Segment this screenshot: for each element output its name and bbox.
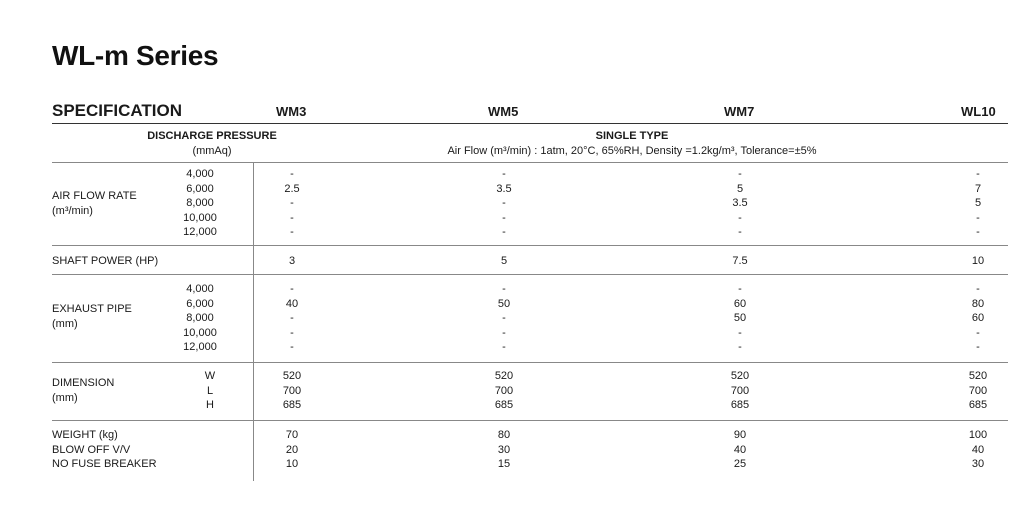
value-cell: - [290, 326, 294, 339]
value-cell: - [502, 211, 506, 224]
value-cell: - [290, 283, 294, 295]
single-type-conditions: Air Flow (m³/min) : 1atm, 20°C, 65%RH, Density =1.2kg/m³, Tolerance=±5% [447, 144, 817, 157]
value-cell: - [976, 326, 980, 339]
value-cell: - [502, 326, 506, 339]
air-flow-pressures [170, 167, 230, 240]
pressure-value: 8,000 [186, 197, 214, 209]
value-cell: 685 [730, 399, 750, 411]
dimension-axis: H [206, 399, 214, 411]
model-header-wl10: WL10 [961, 104, 996, 119]
air-flow-label [52, 189, 137, 218]
value-cell: 7 [974, 182, 982, 195]
pressure-value: 4,000 [186, 283, 214, 295]
model-header-wm7: WM7 [724, 104, 755, 119]
exhaust-wm5 [464, 282, 544, 355]
value-cell: - [738, 283, 742, 295]
pressure-value: 12,000 [183, 226, 217, 238]
exhaust-pipe-label [52, 302, 132, 331]
pressure-value: 10,000 [183, 326, 217, 339]
dimension-row [52, 363, 1008, 421]
value-cell: - [502, 283, 506, 295]
value-cell: - [976, 211, 980, 224]
value-cell: 520 [968, 370, 988, 382]
air-flow-label-line2: (m³/min) [52, 204, 93, 217]
value-cell: - [738, 211, 742, 224]
value-cell: - [290, 197, 294, 209]
value-cell: 100 [968, 429, 988, 441]
value-cell: 520 [282, 370, 302, 382]
pressure-value: 6,000 [186, 182, 214, 195]
value-cell: - [738, 226, 742, 238]
value-cell: 90 [733, 429, 747, 441]
pressure-value: 8,000 [186, 312, 214, 324]
model-header-wm3: WM3 [276, 104, 307, 119]
air-flow-wl10 [938, 167, 1018, 240]
exhaust-wm3 [252, 282, 332, 355]
value-cell: 60 [733, 297, 747, 310]
air-flow-wm5 [464, 167, 544, 240]
misc-wm5 [464, 428, 544, 472]
blow-off-label: BLOW OFF V/V [52, 443, 131, 456]
exhaust-wl10 [938, 282, 1018, 355]
dimension-axes [192, 369, 228, 413]
discharge-label [142, 129, 282, 158]
value-cell: - [502, 168, 506, 180]
air-flow-row [52, 163, 1008, 246]
single-type-note [352, 129, 912, 158]
value-cell: 700 [730, 384, 750, 397]
value-cell: 5 [736, 182, 744, 195]
value-cell: 685 [494, 399, 514, 411]
dimension-wl10 [938, 369, 1018, 413]
value-cell: - [738, 326, 742, 339]
exhaust-label-line2: (mm) [52, 317, 78, 330]
value-cell: - [502, 312, 506, 324]
value-cell: 2.5 [284, 182, 300, 195]
value-cell: 5 [974, 197, 982, 209]
value-cell: 520 [730, 370, 750, 382]
discharge-row [52, 124, 1008, 163]
value-cell: - [502, 226, 506, 238]
shaft-power-label: SHAFT POWER (HP) [52, 255, 159, 267]
page-title: WL-m Series [52, 40, 219, 71]
value-cell: - [290, 226, 294, 238]
value-cell: 30 [497, 443, 511, 456]
value-cell: - [290, 211, 294, 224]
dimension-label-line2: (mm) [52, 391, 78, 404]
no-fuse-breaker-label: NO FUSE BREAKER [52, 458, 157, 470]
air-flow-wm3 [252, 167, 332, 240]
spec-header-row [52, 100, 1008, 124]
value-cell: - [976, 341, 980, 353]
exhaust-wm7 [700, 282, 780, 355]
dimension-wm3 [252, 369, 332, 413]
value-cell: 3.5 [496, 182, 512, 195]
value-cell: 10 [971, 255, 985, 267]
value-cell: 3.5 [732, 197, 748, 209]
value-cell: - [502, 341, 506, 353]
pressure-value: 6,000 [186, 297, 214, 310]
pressure-value: 4,000 [186, 168, 214, 180]
value-cell: - [976, 283, 980, 295]
misc-wm3 [252, 428, 332, 472]
value-cell: - [738, 168, 742, 180]
value-cell: 20 [285, 443, 299, 456]
value-cell: 40 [285, 297, 299, 310]
value-cell: - [976, 226, 980, 238]
value-cell: 80 [497, 429, 511, 441]
dimension-axis: L [206, 384, 214, 397]
value-cell: - [738, 341, 742, 353]
value-cell: 685 [968, 399, 988, 411]
misc-labels [52, 428, 157, 472]
model-header-wm5: WM5 [488, 104, 519, 119]
pressure-value: 12,000 [183, 341, 217, 353]
value-cell: 60 [971, 312, 985, 324]
spec-table [52, 100, 1008, 481]
value-cell: 40 [733, 443, 747, 456]
misc-specs-row [52, 421, 1008, 481]
dimension-axis: W [204, 370, 216, 382]
value-cell: 700 [494, 384, 514, 397]
value-cell: 700 [968, 384, 988, 397]
value-cell: 50 [497, 297, 511, 310]
exhaust-pressures [170, 282, 230, 355]
misc-wm7 [700, 428, 780, 472]
value-cell: 685 [282, 399, 302, 411]
air-flow-label-line1: AIR FLOW RATE [52, 190, 137, 202]
value-cell: 40 [971, 443, 985, 456]
weight-label: WEIGHT (kg) [52, 429, 118, 441]
single-type-title: SINGLE TYPE [595, 130, 669, 142]
value-cell: 15 [497, 458, 511, 470]
value-cell: 7.5 [732, 255, 748, 267]
air-flow-wm7 [700, 167, 780, 240]
exhaust-label-line1: EXHAUST PIPE [52, 303, 132, 315]
dimension-wm5 [464, 369, 544, 413]
value-cell: 25 [733, 458, 747, 470]
value-cell: 520 [494, 370, 514, 382]
value-cell: - [976, 168, 980, 180]
dimension-label [52, 376, 114, 405]
exhaust-pipe-row [52, 275, 1008, 363]
discharge-label-line1: DISCHARGE PRESSURE [147, 130, 277, 142]
value-cell: 30 [971, 458, 985, 470]
shaft-power-row [52, 246, 1008, 275]
value-cell: - [290, 312, 294, 324]
value-cell: 700 [282, 384, 302, 397]
value-cell: - [290, 168, 294, 180]
spec-label: SPECIFICATION [52, 101, 183, 120]
discharge-label-line2: (mmAq) [192, 144, 232, 157]
misc-wl10 [938, 428, 1018, 472]
value-cell: 70 [285, 429, 299, 441]
dimension-wm7 [700, 369, 780, 413]
pressure-value: 10,000 [183, 211, 217, 224]
value-cell: 80 [971, 297, 985, 310]
value-cell: 3 [288, 255, 296, 267]
value-cell: - [502, 197, 506, 209]
value-cell: 10 [285, 458, 299, 470]
value-cell: 5 [500, 255, 508, 267]
value-cell: - [290, 341, 294, 353]
value-cell: 50 [733, 312, 747, 324]
dimension-label-line1: DIMENSION [52, 377, 115, 389]
